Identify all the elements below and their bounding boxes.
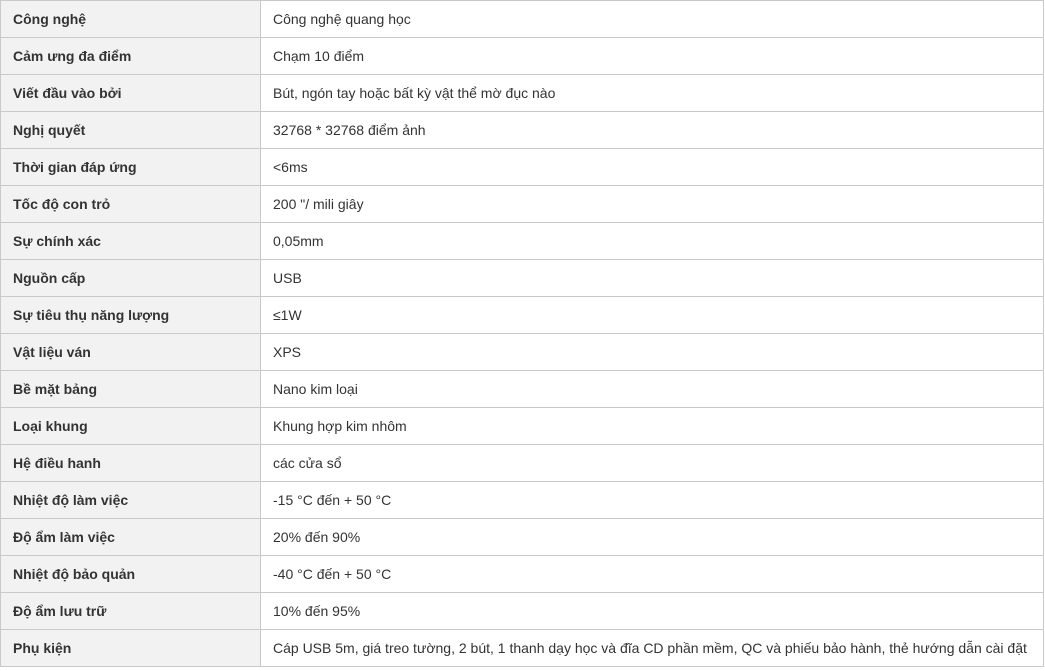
spec-value: các cửa sổ: [261, 445, 1044, 482]
table-row: [1, 75, 1044, 112]
table-row: [1, 482, 1044, 519]
table-row: [1, 408, 1044, 445]
spec-label: Sự tiêu thụ năng lượng: [1, 297, 261, 334]
table-row: [1, 186, 1044, 223]
spec-label: Độ ẩm lưu trữ: [1, 593, 261, 630]
table-row: [1, 260, 1044, 297]
spec-label: Hệ điều hanh: [1, 445, 261, 482]
spec-label: Công nghệ: [1, 1, 261, 38]
spec-label: Sự chính xác: [1, 223, 261, 260]
table-row: [1, 556, 1044, 593]
spec-value: -40 °C đến + 50 °C: [261, 556, 1044, 593]
table-row: [1, 1, 1044, 38]
spec-label: Nhiệt độ làm việc: [1, 482, 261, 519]
spec-value: 20% đến 90%: [261, 519, 1044, 556]
spec-label: Nghị quyết: [1, 112, 261, 149]
spec-value: ≤1W: [261, 297, 1044, 334]
spec-value: Công nghệ quang học: [261, 1, 1044, 38]
spec-value: Cáp USB 5m, giá treo tường, 2 bút, 1 thanh dạy học và đĩa CD phần mềm, QC và phiếu bảo hành, thẻ hướng dẫn cài đặt: [261, 630, 1044, 667]
spec-label: Viết đầu vào bởi: [1, 75, 261, 112]
spec-label: Loại khung: [1, 408, 261, 445]
spec-value: Khung hợp kim nhôm: [261, 408, 1044, 445]
spec-value: Chạm 10 điểm: [261, 38, 1044, 75]
spec-value: 200 "/ mili giây: [261, 186, 1044, 223]
spec-label: Phụ kiện: [1, 630, 261, 667]
table-row: [1, 38, 1044, 75]
spec-label: Nhiệt độ bảo quản: [1, 556, 261, 593]
spec-value: -15 °C đến + 50 °C: [261, 482, 1044, 519]
table-row: [1, 297, 1044, 334]
spec-label: Độ ẩm làm việc: [1, 519, 261, 556]
table-row: [1, 445, 1044, 482]
spec-label: Bề mặt bảng: [1, 371, 261, 408]
table-row: [1, 112, 1044, 149]
spec-value: 0,05mm: [261, 223, 1044, 260]
table-row: [1, 223, 1044, 260]
table-row: [1, 593, 1044, 630]
spec-label: Tốc độ con trỏ: [1, 186, 261, 223]
spec-label: Nguồn cấp: [1, 260, 261, 297]
spec-value: Nano kim loại: [261, 371, 1044, 408]
specifications-table-body: [1, 1, 1044, 667]
spec-value: 10% đến 95%: [261, 593, 1044, 630]
spec-value: XPS: [261, 334, 1044, 371]
spec-value: <6ms: [261, 149, 1044, 186]
table-row: [1, 519, 1044, 556]
table-row: [1, 149, 1044, 186]
spec-label: Cảm ưng đa điểm: [1, 38, 261, 75]
spec-value: USB: [261, 260, 1044, 297]
table-row: [1, 630, 1044, 667]
spec-label: Thời gian đáp ứng: [1, 149, 261, 186]
spec-value: Bút, ngón tay hoặc bất kỳ vật thể mờ đục nào: [261, 75, 1044, 112]
table-row: [1, 334, 1044, 371]
spec-value: 32768 * 32768 điểm ảnh: [261, 112, 1044, 149]
table-row: [1, 371, 1044, 408]
spec-label: Vật liệu ván: [1, 334, 261, 371]
